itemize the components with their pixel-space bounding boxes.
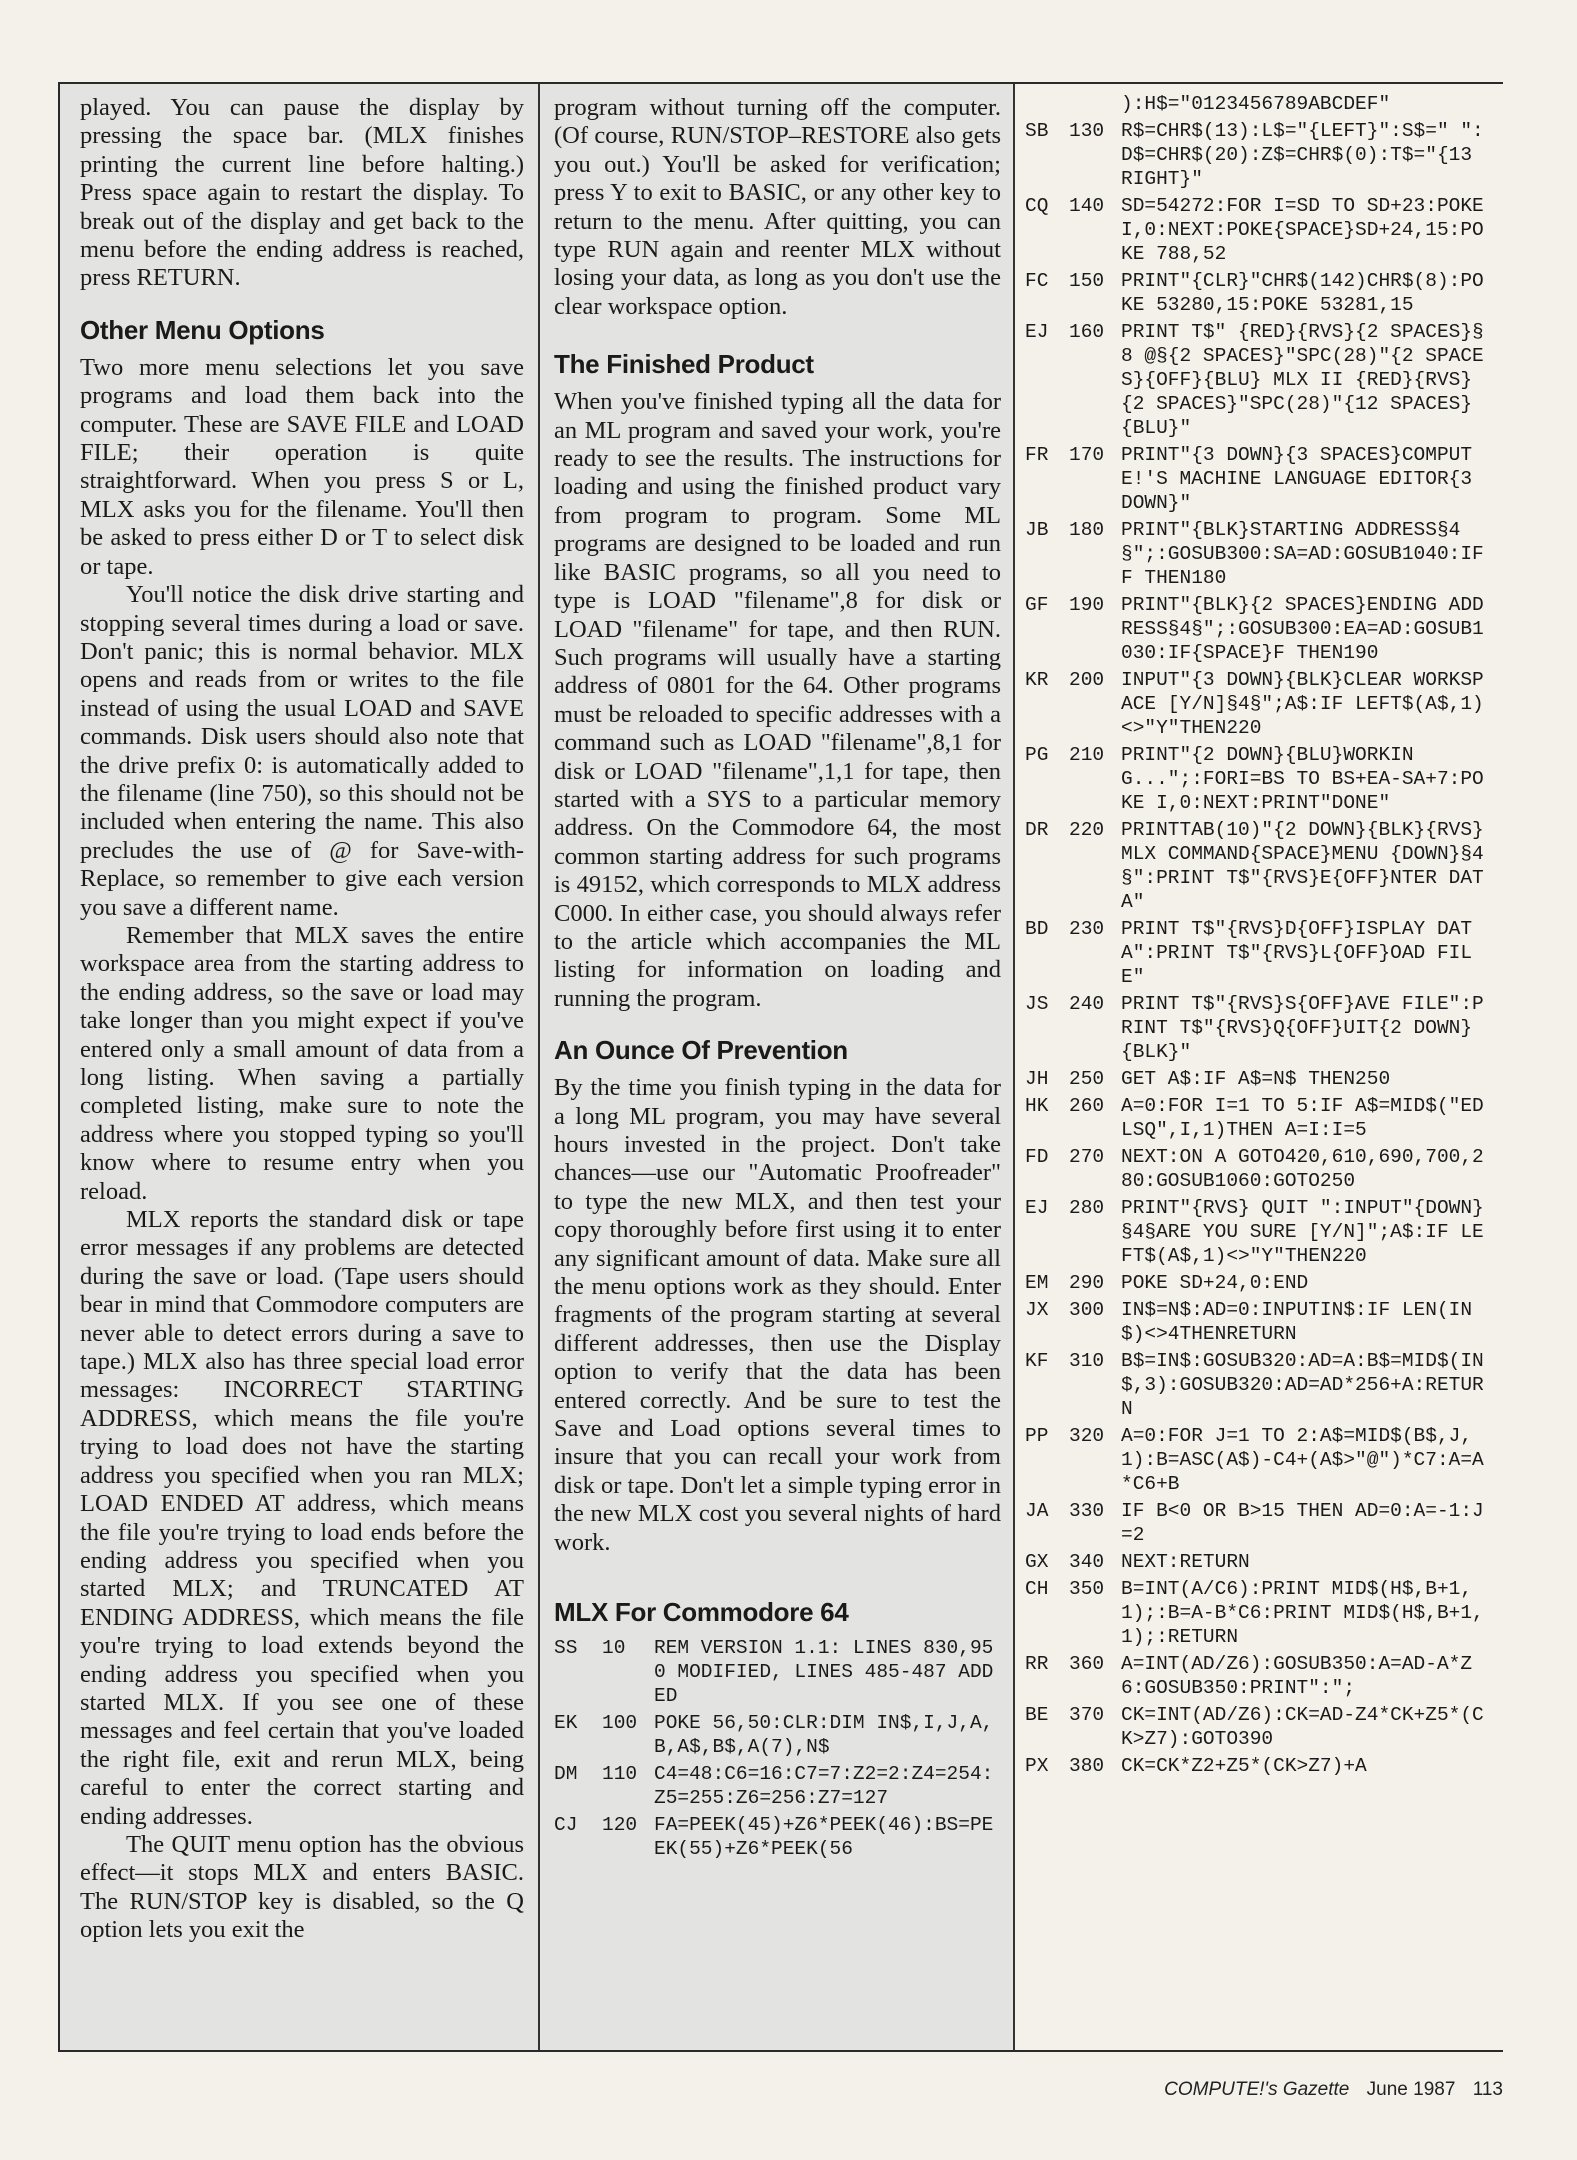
line-number: 140 <box>1069 195 1105 217</box>
code-line <box>1025 917 1495 989</box>
paragraph: program without turning off the computer. (Of course, RUN/STOP–RESTORE also gets you out.) You'll be asked for verification; press Y to exit to BASIC, or any other key to return to the menu. After quitting, you can type RUN again and reenter MLX without losing your data, as long as you don't use the clear workspace option. <box>554 94 1001 320</box>
line-number: 370 <box>1069 1704 1105 1726</box>
code-line <box>1025 992 1495 1064</box>
checksum: SS <box>554 1637 578 1660</box>
code-text: POKE 56,50:CLR:DIM IN$,I,J,A,B,A$,B$,A(7),N$ <box>654 1712 994 1759</box>
page-footer <box>1152 2079 1503 2101</box>
code-line <box>1025 818 1495 914</box>
code-text: C4=48:C6=16:C7=7:Z2=2:Z4=254:Z5=255:Z6=256:Z7=127 <box>654 1763 994 1810</box>
line-number: 380 <box>1069 1755 1105 1777</box>
code-text: ):H$="0123456789ABCDEF" <box>1121 93 1391 115</box>
checksum: FC <box>1025 270 1049 292</box>
code-text: A=INT(AD/Z6):GOSUB350:A=AD-A*Z6:GOSUB350:PRINT":"; <box>1121 1653 1473 1699</box>
line-number: 120 <box>602 1814 638 1837</box>
code-text: PRINT"{BLK}STARTING ADDRESS§4§";:GOSUB300:SA=AD:GOSUB1040:IF F THEN180 <box>1121 519 1496 589</box>
checksum: JS <box>1025 993 1049 1015</box>
checksum: BD <box>1025 918 1049 940</box>
code-text: CK=INT(AD/Z6):CK=AD-Z4*CK+Z5*(CK>Z7):GOTO390 <box>1121 1704 1484 1750</box>
line-number: 350 <box>1069 1578 1105 1600</box>
code-text: R$=CHR$(13):L$="{LEFT}":S$=" ":D$=CHR$(20):Z$=CHR$(0):T$="{13 RIGHT}" <box>1121 120 1484 190</box>
checksum: GF <box>1025 594 1049 616</box>
column-3 <box>1015 84 1503 2050</box>
code-line <box>1025 1298 1495 1346</box>
paragraph: Remember that MLX saves the entire workspace area from the starting address to the ending address, so the save or load may take longer than you might expect if you've entered only a small amount of data from a long listing. When saving a partially completed listing, make sure to note the address where you stopped typing so you'll know where to resume entry when you reload. <box>80 921 524 1205</box>
code-line <box>1025 1145 1495 1193</box>
code-text: PRINTTAB(10)"{2 DOWN}{BLK}{RVS} MLX COMMAND{SPACE}MENU {DOWN}§4§":PRINT T$"{RVS}E{OFF}NTER DATA" <box>1121 819 1496 913</box>
code-listing <box>1025 92 1495 1778</box>
code-line <box>1025 518 1495 590</box>
checksum: JA <box>1025 1500 1049 1522</box>
line-number: 180 <box>1069 519 1105 541</box>
code-line <box>1025 1271 1495 1295</box>
code-text: PRINT T$" {RED}{RVS}{2 SPACES}§8 @§{2 SPACES}"SPC(28)"{2 SPACES}{OFF}{BLU} MLX II {RED}{RVS}{2 SPACES}"SPC(28)"{12 SPACES}{BLU}" <box>1121 321 1484 439</box>
paragraph: played. You can pause the display by pressing the space bar. (MLX finishes printing the current line before halting.) Press space again to restart the display. To break out of the display and get back to the menu before the ending address is reached, press RETURN. <box>80 94 524 292</box>
paragraph: The QUIT menu option has the obvious effect—it stops MLX and enters BASIC. The RUN/STOP key is disabled, so the Q option lets you exit the <box>80 1830 524 1944</box>
line-number: 230 <box>1069 918 1105 940</box>
checksum: EJ <box>1025 1197 1049 1219</box>
code-text: PRINT T$"{RVS}S{OFF}AVE FILE":PRINT T$"{RVS}Q{OFF}UIT{2 DOWN}{BLK}" <box>1121 993 1484 1063</box>
checksum: PG <box>1025 744 1049 766</box>
line-number: 250 <box>1069 1068 1105 1090</box>
code-text: IF B<0 OR B>15 THEN AD=0:A=-1:J=2 <box>1121 1500 1484 1546</box>
code-text: PRINT"{CLR}"CHR$(142)CHR$(8):POKE 53280,15:POKE 53281,15 <box>1121 270 1484 316</box>
checksum: JX <box>1025 1299 1049 1321</box>
code-text: A=0:FOR J=1 TO 2:A$=MID$(B$,J,1):B=ASC(A$)-C4+(A$>"@")*C7:A=A*C6+B <box>1121 1425 1484 1495</box>
checksum <box>1025 92 1069 116</box>
code-text: PRINT"{2 DOWN}{BLU}WORKING...";:FORI=BS TO BS+EA-SA+7:POKE I,0:NEXT:PRINT"DONE" <box>1121 744 1484 814</box>
line-number: 100 <box>602 1712 638 1735</box>
code-line <box>1025 1424 1495 1496</box>
checksum: EM <box>1025 1272 1049 1294</box>
checksum: FD <box>1025 1146 1049 1168</box>
checksum: DR <box>1025 819 1049 841</box>
code-text: B$=IN$:GOSUB320:AD=A:B$=MID$(IN$,3):GOSUB320:AD=AD*256+A:RETURN <box>1121 1350 1484 1420</box>
code-text: POKE SD+24,0:END <box>1121 1272 1309 1294</box>
code-text: B=INT(A/C6):PRINT MID$(H$,B+1,1);:B=A-B*C6:PRINT MID$(H$,B+1,1);:RETURN <box>1121 1578 1484 1648</box>
line-number: 220 <box>1069 819 1105 841</box>
code-line <box>554 1711 1001 1759</box>
code-line <box>554 1636 1001 1708</box>
code-text: NEXT:ON A GOTO420,610,690,700,280:GOSUB1060:GOTO250 <box>1121 1146 1484 1192</box>
paragraph: You'll notice the disk drive starting and stopping several times during a load or save. Don't panic; this is normal behavior. MLX opens and reads from or writes to the file instead of using the usual LOAD and SAVE commands. Disk users should also note that the drive prefix 0: is automatically added to the filename (line 750), so this should not be included when entering the name. This also precludes the use of @ for Save-with-Replace, so remember to give each version you save a different name. <box>80 581 524 921</box>
checksum: CJ <box>554 1814 578 1837</box>
section-heading: Other Menu Options <box>80 314 325 345</box>
line-number: 360 <box>1069 1653 1105 1675</box>
code-line <box>1025 668 1495 740</box>
checksum: HK <box>1025 1095 1049 1117</box>
code-line <box>1025 1094 1495 1142</box>
section-heading: An Ounce Of Prevention <box>554 1035 848 1066</box>
code-text: PRINT"{BLK}{2 SPACES}ENDING ADDRESS§4§";:GOSUB300:EA=AD:GOSUB1030:IF{SPACE}F THEN190 <box>1121 594 1484 664</box>
code-text: REM VERSION 1.1: LINES 830,950 MODIFIED, LINES 485-487 ADDED <box>654 1637 994 1708</box>
checksum: RR <box>1025 1653 1049 1675</box>
paragraph: Two more menu selections let you save programs and load them back into the computer. These are SAVE FILE and LOAD FILE; their operation is quite straightforward. When you press S or L, MLX asks you for the filename. You'll then be asked to press either D or T to select disk or tape. <box>80 353 524 580</box>
checksum: BE <box>1025 1704 1049 1726</box>
code-line <box>1025 269 1495 317</box>
line-number: 310 <box>1069 1350 1105 1372</box>
checksum: SB <box>1025 120 1049 142</box>
section-heading: The Finished Product <box>554 349 814 380</box>
code-line <box>1025 443 1495 515</box>
checksum: PX <box>1025 1755 1049 1777</box>
line-number: 280 <box>1069 1197 1105 1219</box>
code-text: PRINT"{RVS} QUIT ":INPUT"{DOWN}§4§ARE YOU SURE [Y/N]";A$:IF LEFT$(A$,1)<>"Y"THEN220 <box>1121 1197 1484 1267</box>
code-line <box>1025 320 1495 440</box>
checksum: EK <box>554 1712 578 1735</box>
checksum: GX <box>1025 1551 1049 1573</box>
code-text: PRINT T$"{RVS}D{OFF}ISPLAY DATA":PRINT T$"{RVS}L{OFF}OAD FILE" <box>1121 918 1473 988</box>
line-number: 150 <box>1069 270 1105 292</box>
issue-date: June 1987 <box>1366 2079 1456 2100</box>
code-line <box>1025 1577 1495 1649</box>
code-text: NEXT:RETURN <box>1121 1551 1250 1573</box>
line-number <box>1069 92 1121 116</box>
code-line <box>1025 1550 1495 1574</box>
code-text: SD=54272:FOR I=SD TO SD+23:POKE I,0:NEXT:POKE{SPACE}SD+24,15:POKE 788,52 <box>1121 195 1496 265</box>
magazine-name: COMPUTE!'s Gazette <box>1164 2079 1350 2100</box>
line-number: 300 <box>1069 1299 1105 1321</box>
checksum: FR <box>1025 444 1049 466</box>
code-line <box>1025 119 1495 191</box>
code-text: GET A$:IF A$=N$ THEN250 <box>1121 1068 1391 1090</box>
line-number: 200 <box>1069 669 1105 691</box>
line-number: 260 <box>1069 1095 1105 1117</box>
line-number: 160 <box>1069 321 1105 343</box>
line-number: 290 <box>1069 1272 1105 1294</box>
code-line <box>554 1762 1001 1810</box>
code-line <box>1025 1652 1495 1700</box>
code-text: CK=CK*Z2+Z5*(CK>Z7)+A <box>1121 1755 1367 1777</box>
checksum: CQ <box>1025 195 1049 217</box>
line-number: 10 <box>602 1637 626 1660</box>
code-line <box>1025 593 1495 665</box>
code-line <box>1025 194 1495 266</box>
code-text: PRINT"{3 DOWN}{3 SPACES}COMPUTE!'S MACHINE LANGUAGE EDITOR{3 DOWN}" <box>1121 444 1484 514</box>
line-number: 210 <box>1069 744 1105 766</box>
checksum: KR <box>1025 669 1049 691</box>
line-number: 130 <box>1069 120 1105 142</box>
line-number: 110 <box>602 1763 638 1786</box>
checksum: JB <box>1025 519 1049 541</box>
code-text: IN$=N$:AD=0:INPUTIN$:IF LEN(IN$)<>4THENRETURN <box>1121 1299 1473 1345</box>
code-text: A=0:FOR I=1 TO 5:IF A$=MID$("EDLSQ",I,1)THEN A=I:I=5 <box>1121 1095 1484 1141</box>
code-text: FA=PEEK(45)+Z6*PEEK(46):BS=PEEK(55)+Z6*PEEK(56 <box>654 1814 994 1861</box>
code-line <box>1025 1196 1495 1268</box>
code-line <box>1025 1754 1495 1778</box>
code-line <box>1025 92 1495 116</box>
code-line <box>1025 1067 1495 1091</box>
checksum: PP <box>1025 1425 1049 1447</box>
code-line <box>1025 1349 1495 1421</box>
code-line <box>1025 1499 1495 1547</box>
paragraph: When you've finished typing all the data for an ML program and saved your work, you're ready to see the results. The instructions for loading and using the finished product vary from program to program. Some ML programs are designed to be loaded and run like BASIC programs, so all you need to type is LOAD "filename",8 for disk or LOAD "filename" for tape, and then RUN. Such programs will usually have a starting address of 0801 for the 64. Other programs must be reloaded to specific addresses with a command such as LOAD "filename",8,1 for disk or LOAD "filename",1,1 for tape, then started with a SYS to a particular memory address. On the Commodore 64, the most common starting address for such programs is 49152, which corresponds to MLX address C000. In either case, you should always refer to the article which accompanies the ML listing for information on loading and running the program. <box>554 388 1001 1012</box>
paragraph: By the time you finish typing in the data for a long ML program, you may have several hours invested in the project. Don't take chances—use our "Automatic Proofreader" to type the new MLX, and then test your copy thoroughly before first using it to enter any significant amount of data. Make sure all the menu options work as they should. Enter fragments of the program starting at several different addresses, then use the Display option to verify that the data has been entered correctly. And be sure to test the Save and Load options several times to insure that you can recall your work from disk or tape. Don't let a simple typing error in the new MLX cost you several nights of hard work. <box>554 1074 1001 1556</box>
line-number: 270 <box>1069 1146 1105 1168</box>
column-2 <box>540 84 1013 2050</box>
code-text: INPUT"{3 DOWN}{BLK}CLEAR WORKSPACE [Y/N]§4§";A$:IF LEFT$(A$,1)<>"Y"THEN220 <box>1121 669 1484 739</box>
line-number: 330 <box>1069 1500 1105 1522</box>
column-1 <box>60 84 538 2050</box>
code-line <box>1025 1703 1495 1751</box>
checksum: EJ <box>1025 321 1049 343</box>
paragraph: MLX reports the standard disk or tape error messages if any problems are detected during the save or load. (Tape users should bear in mind that Commodore computers are never able to detect errors during a save to tape.) MLX also has three special load error messages: INCORRECT STARTING ADDRESS, which means the file you're trying to load does not have the starting address you specified when you ran MLX; LOAD ENDED AT address, which means the file you're trying to load ends before the ending address you specified when you started MLX; and TRUNCATED AT ENDING ADDRESS, which means the file you're trying to load extends beyond the ending address you specified when you started MLX. If you see one of these messages and feel certain that you've loaded the right file, exit and rerun MLX, being careful to enter the correct starting and ending addresses. <box>80 1206 524 1830</box>
line-number: 190 <box>1069 594 1105 616</box>
code-line <box>554 1813 1001 1861</box>
checksum: JH <box>1025 1068 1049 1090</box>
line-number: 320 <box>1069 1425 1105 1447</box>
line-number: 170 <box>1069 444 1105 466</box>
checksum: CH <box>1025 1578 1049 1600</box>
page-frame <box>58 82 1503 2052</box>
code-listing <box>554 1636 1001 1861</box>
listing-heading: MLX For Commodore 64 <box>554 1597 849 1628</box>
line-number: 340 <box>1069 1551 1105 1573</box>
line-number: 240 <box>1069 993 1105 1015</box>
code-line <box>1025 743 1495 815</box>
page-number: 113 <box>1472 2079 1503 2100</box>
checksum: DM <box>554 1763 578 1786</box>
checksum: KF <box>1025 1350 1049 1372</box>
